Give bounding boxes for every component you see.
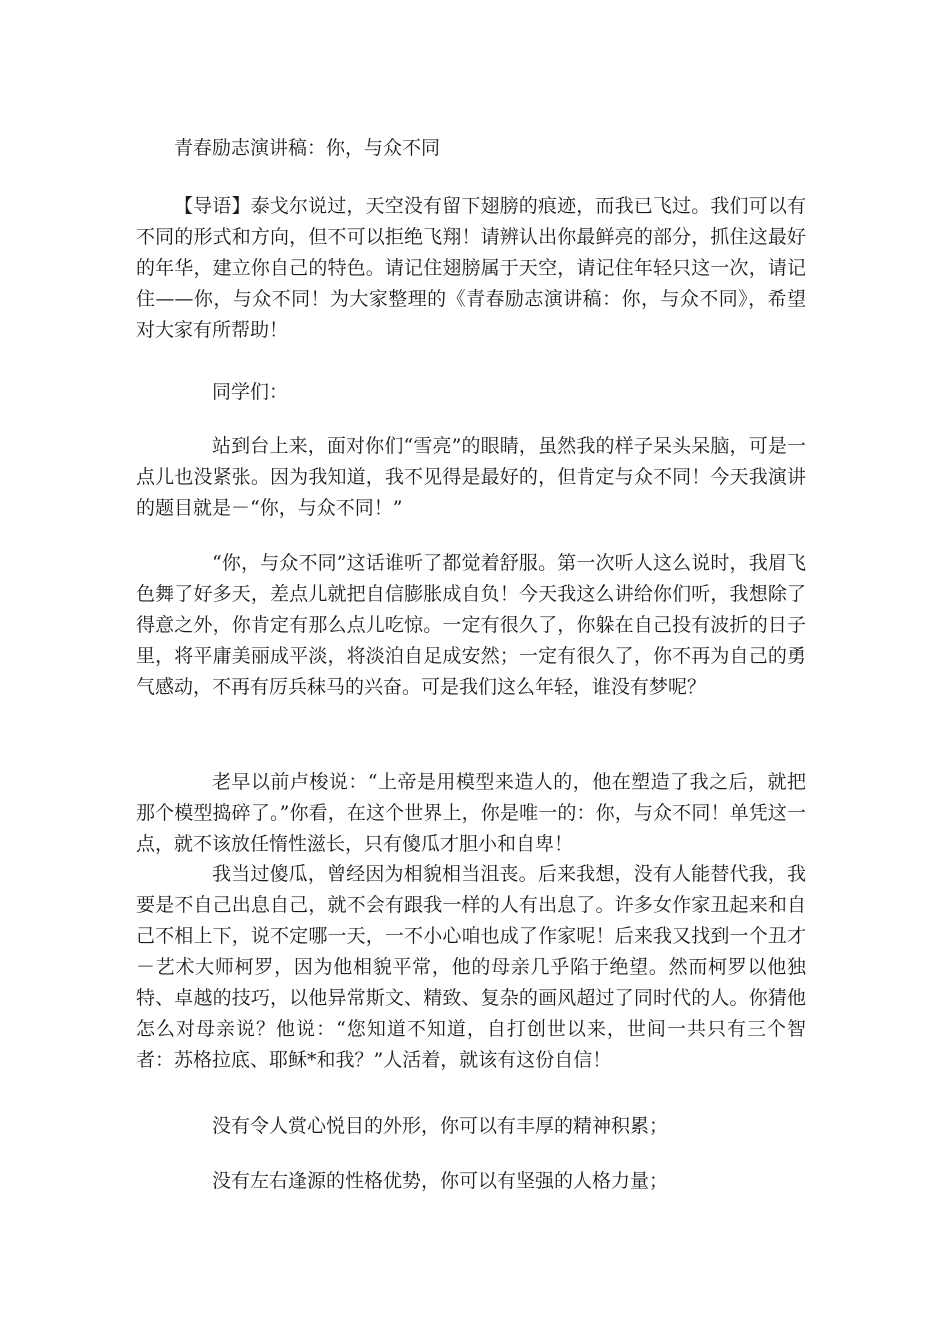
- paragraph-2: “你，与众不同”这话谁听了都觉着舒服。第一次听人这么说时，我眉飞色舞了好多天，差点儿就把自信膨胀成自负！今天我这么讲给你们听，我想除了得意之外，你肯定有那么点儿吃惊。一定有很久了，你躲在自己投有波折的日子里，将平庸美丽成平淡，将淡泊自足成安然；一定有很久了，你不再为自己的勇气感动，不再有厉兵秣马的兴奋。可是我们这么年轻，谁没有梦呢？: [136, 552, 806, 698]
- paragraph-5: 没有令人赏心悦目的外形，你可以有丰厚的精神积累；: [212, 1115, 669, 1137]
- intro-paragraph: 【导语】泰戈尔说过，天空没有留下翅膀的痕迹，而我已飞过。我们可以有不同的形式和方向，但不可以拒绝飞翔！请辨认出你最鲜亮的部分，抓住这最好的年华，建立你自己的特色。请记住翅膀属于天空，请记住年轻只这一次，请记住——你，与众不同！为大家整理的《青春励志演讲稿：你，与众不同》，希望对大家有所帮助！: [136, 195, 806, 341]
- paragraph-greeting: 同学们：: [212, 381, 289, 403]
- paragraph-4: 我当过傻瓜，曾经因为相貌相当沮丧。后来我想，没有人能替代我，我要是不自己出息自己，就不会有跟我一样的人有出息了。许多女作家丑起来和自己不相上下，说不定哪一天，一不小心咱也成了作家呢！后来我又找到一个丑才－艺术大师柯罗，因为他相貌平常，他的母亲几乎陷于绝望。然而柯罗以他独特、卓越的技巧，以他异常斯文、精致、复杂的画风超过了同时代的人。你猜他怎么对母亲说？他说：“您知道不知道，自打创世以来，世间一共只有三个智者：苏格拉底、耶稣*和我？”人活着，就该有这份自信！: [136, 863, 806, 1071]
- document-title: 青春励志演讲稿：你，与众不同: [174, 137, 441, 159]
- paragraph-1: 站到台上来，面对你们“雪亮”的眼睛，虽然我的样子呆头呆脑，可是一点儿也没紧张。因为我知道，我不见得是最好的，但肯定与众不同！今天我演讲的题目就是－“你，与众不同！”: [136, 435, 806, 519]
- paragraph-6: 没有左右逢源的性格优势，你可以有坚强的人格力量；: [212, 1170, 669, 1192]
- paragraph-3: 老早以前卢梭说：“上帝是用模型来造人的，他在塑造了我之后，就把那个模型捣碎了。”你看，在这个世界上，你是唯一的：你，与众不同！单凭这一点，就不该放任惰性滋长，只有傻瓜才胆小和自卑！: [136, 771, 806, 855]
